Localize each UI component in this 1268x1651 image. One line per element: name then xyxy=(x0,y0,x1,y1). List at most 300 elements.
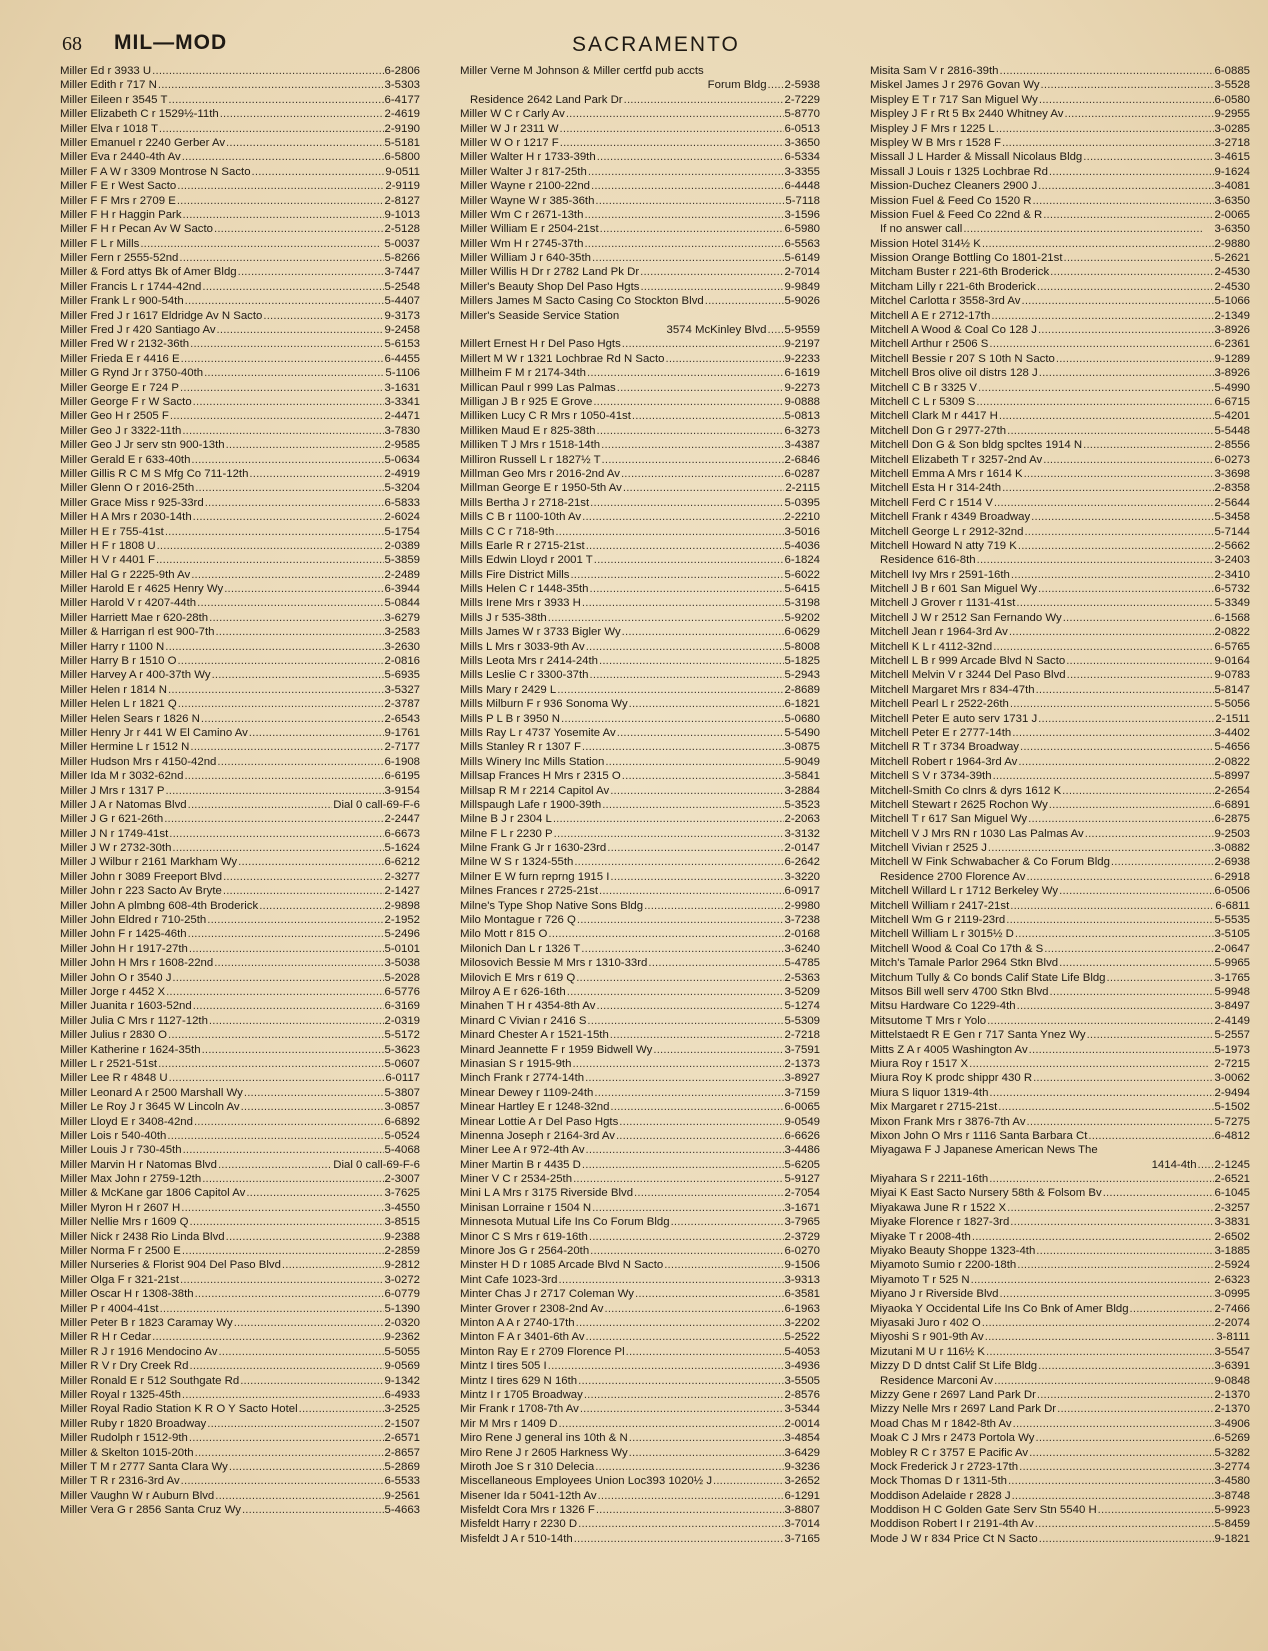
dot-leader xyxy=(1063,251,1213,265)
entry-name: Miyagawa F J Japanese American News The xyxy=(870,1144,1098,1157)
listing-entry xyxy=(460,884,820,898)
entry-phone: 3-8807 xyxy=(784,1504,820,1517)
dot-leader xyxy=(1049,798,1214,812)
dot-leader xyxy=(152,1330,383,1344)
dot-leader xyxy=(249,467,383,481)
listing-entry xyxy=(870,1215,1250,1229)
dot-leader xyxy=(986,1345,1214,1359)
dot-leader xyxy=(1000,64,1214,78)
entry-phone: 5-5055 xyxy=(384,1345,420,1358)
dot-leader xyxy=(170,409,384,423)
entry-phone: 9-2458 xyxy=(384,324,420,337)
dot-leader xyxy=(1066,654,1213,668)
listing-entry xyxy=(60,1446,420,1460)
listing-entry xyxy=(460,208,820,222)
entry-name: Minton F A r 3401-6th Av xyxy=(460,1331,585,1344)
entry-phone: 5-2496 xyxy=(384,928,420,941)
entry-name: Miro Rene J r 2605 Harkness Wy xyxy=(460,1446,628,1459)
listing-entry xyxy=(870,438,1250,452)
dot-leader xyxy=(971,1273,1214,1287)
entry-name: Mitchell Ivy Mrs r 2591-16th xyxy=(870,568,1010,581)
entry-name: Miller John A plmbng 608-4th Broderick xyxy=(60,899,259,912)
dot-leader xyxy=(985,1330,1215,1344)
listing-entry xyxy=(870,525,1250,539)
dot-leader xyxy=(1012,1489,1214,1503)
dot-leader xyxy=(572,1057,783,1071)
listing-entry xyxy=(460,712,820,726)
listing-entry xyxy=(60,1086,420,1100)
listing-entry xyxy=(60,841,420,855)
entry-phone: 5-5172 xyxy=(384,1029,420,1042)
entry-name: Miller Helen L r 1821 Q xyxy=(60,698,177,711)
entry-name: Mitcham Buster r 221-6th Broderick xyxy=(870,266,1050,279)
listing-entry xyxy=(60,525,420,539)
entry-name: Mills Leslie C r 3300-37th xyxy=(460,669,589,682)
entry-phone: 5-0395 xyxy=(784,496,820,509)
listing-entry xyxy=(60,1374,420,1388)
entry-phone: 3-7965 xyxy=(784,1216,820,1229)
entry-phone: 6-4455 xyxy=(384,352,420,365)
entry-name: Residence 2700 Florence Av xyxy=(880,870,1026,883)
dot-leader xyxy=(582,1158,784,1172)
dot-leader xyxy=(640,280,783,294)
listing-entry xyxy=(870,1014,1250,1028)
listing-entry xyxy=(460,1028,820,1042)
listing-entry xyxy=(870,827,1250,841)
entry-phone: 5-1066 xyxy=(1214,295,1250,308)
dot-leader xyxy=(610,784,783,798)
entry-phone: 5-3458 xyxy=(1214,511,1250,524)
entry-phone: 5-4068 xyxy=(384,1144,420,1157)
entry-name: Miller H F r 1808 U xyxy=(60,539,156,552)
entry-phone: 6-2875 xyxy=(1214,813,1250,826)
dot-leader xyxy=(184,769,383,783)
dot-leader xyxy=(263,309,383,323)
listing-entry xyxy=(460,337,820,351)
listing-entry xyxy=(870,582,1250,596)
dot-leader xyxy=(580,1402,784,1416)
entry-name: Miller Rudolph r 1512-9th xyxy=(60,1432,188,1445)
listing-entry xyxy=(60,496,420,510)
entry-name: Residence 2642 Land Park Dr xyxy=(470,93,623,106)
entry-phone: 3-8926 xyxy=(1214,324,1250,337)
listing-entry xyxy=(870,1115,1250,1129)
entry-phone: 5-5448 xyxy=(1214,424,1250,437)
entry-phone: 5-6022 xyxy=(784,568,820,581)
entry-name: Minnesota Mutual Life Ins Co Forum Bldg xyxy=(460,1216,670,1229)
dot-leader xyxy=(1039,366,1214,380)
entry-name: Miller F H r Haggin Park xyxy=(60,208,182,221)
entry-name: Miller F L r Mills xyxy=(60,237,140,250)
dot-leader xyxy=(1038,1359,1213,1373)
entry-phone: 3-0882 xyxy=(1214,842,1250,855)
entry-name: Miller Walter H r 1733-39th xyxy=(460,151,596,164)
listing-entry xyxy=(60,1100,420,1114)
dot-leader xyxy=(987,1014,1213,1028)
listing-entry xyxy=(460,956,820,970)
dot-leader xyxy=(158,78,384,92)
entry-name: Mills Bertha J r 2718-21st xyxy=(460,496,590,509)
dot-leader xyxy=(181,352,384,366)
entry-name: Miller & Skelton 1015-20th xyxy=(60,1446,194,1459)
listing-entry xyxy=(870,1287,1250,1301)
entry-phone: 9-2561 xyxy=(384,1489,420,1502)
dot-leader xyxy=(605,1302,784,1316)
entry-name: Miller Lee R r 4848 U xyxy=(60,1072,168,1085)
dot-leader xyxy=(566,107,784,121)
entry-phone: 3-5209 xyxy=(784,986,820,998)
entry-phone: 3-2525 xyxy=(384,1403,420,1416)
entry-name: Milnes Frances r 2725-21st xyxy=(460,885,599,898)
entry-phone: 6-4177 xyxy=(384,93,420,106)
entry-name: Moak C J Mrs r 2473 Portola Wy xyxy=(870,1432,1035,1445)
dot-leader xyxy=(622,625,784,639)
entry-phone: 3-5505 xyxy=(784,1374,820,1387)
entry-name: Miner Lee A r 972-4th Av xyxy=(460,1144,585,1157)
entry-name: Milne Frank G Jr r 1630-23rd xyxy=(460,842,607,855)
dot-leader xyxy=(1010,697,1214,711)
entry-name: Miyano J r Riverside Blvd xyxy=(870,1288,999,1301)
entry-phone: 9-1013 xyxy=(384,208,420,221)
entry-phone: 5-5309 xyxy=(784,1014,820,1027)
dot-leader xyxy=(584,237,783,251)
entry-name: Miller Fred W r 2132-36th xyxy=(60,338,190,351)
dot-leader xyxy=(193,510,384,524)
dot-leader xyxy=(1029,1446,1213,1460)
listing-entry xyxy=(870,467,1250,481)
entry-name: Miller Norma F r 2500 E xyxy=(60,1245,181,1258)
entry-phone: 2-9585 xyxy=(384,439,420,452)
dot-leader xyxy=(238,265,384,279)
entry-name: Mitchell Jean r 1964-3rd Av xyxy=(870,626,1008,639)
entry-name: Mitchell J Grover r 1131-41st xyxy=(870,597,1016,610)
dot-leader xyxy=(1050,985,1214,999)
entry-name: Milliken T J Mrs r 1518-14th xyxy=(460,439,601,452)
entry-phone: 3-4550 xyxy=(384,1201,420,1214)
listing-entry xyxy=(460,927,820,941)
listing-entry xyxy=(870,366,1250,380)
listing-entry xyxy=(60,1273,420,1287)
dot-leader xyxy=(1033,1071,1213,1085)
entry-phone: 5-9202 xyxy=(784,611,820,624)
dot-leader xyxy=(616,1129,784,1143)
listing-entry xyxy=(870,712,1250,726)
listing-entry xyxy=(460,1258,820,1272)
listing-entry xyxy=(60,1028,420,1042)
listing-entry xyxy=(460,999,820,1013)
entry-phone: 6-2806 xyxy=(384,65,420,77)
entry-name: Miller Ruby r 1820 Broadway xyxy=(60,1417,207,1430)
dot-leader xyxy=(165,784,383,798)
entry-phone: 6-5800 xyxy=(384,151,420,164)
entry-phone: 3-2403 xyxy=(1214,554,1250,567)
entry-phone: 2-9190 xyxy=(384,122,420,135)
dot-leader xyxy=(172,841,383,855)
dot-leader xyxy=(586,539,784,553)
listing-entry xyxy=(460,1186,820,1200)
dot-leader xyxy=(191,568,383,582)
entry-phone: 2-0065 xyxy=(1214,208,1250,221)
dot-leader xyxy=(1044,942,1213,956)
entry-name: Miller Frank L r 900-54th xyxy=(60,295,184,308)
dot-leader xyxy=(578,1517,783,1531)
entry-name: Millert M W r 1321 Lochbrae Rd N Sacto xyxy=(460,352,665,365)
entry-name: Mitchell L B r 999 Arcade Blvd N Sacto xyxy=(870,655,1066,668)
entry-name: Miller John H Mrs r 1608-22nd xyxy=(60,957,214,970)
entry-name: Miller Geo J r 3322-11th xyxy=(60,424,182,437)
entry-phone: 6-0273 xyxy=(1214,453,1250,466)
entry-name: Minor C S Mrs r 619-16th xyxy=(460,1230,588,1243)
entry-name: Mitchell A Wood & Coal Co 128 J xyxy=(870,324,1037,337)
dot-leader xyxy=(205,496,384,510)
entry-name: Miller R H r Cedar xyxy=(60,1331,152,1344)
listing-entry xyxy=(870,1230,1250,1244)
listing-entry xyxy=(60,194,420,208)
entry-phone: 5-5181 xyxy=(384,136,420,149)
dot-leader xyxy=(977,553,1214,567)
entry-name: Mills C C r 718-9th xyxy=(460,525,555,538)
entry-phone: 3-1885 xyxy=(1214,1245,1250,1258)
listing-entry xyxy=(870,740,1250,754)
entry-name: Moad Chas M r 1842-8th Av xyxy=(870,1417,1012,1430)
dot-leader xyxy=(584,208,783,222)
entry-phone: 3-4906 xyxy=(1214,1417,1250,1430)
listing-entry xyxy=(460,107,820,121)
listing-entry xyxy=(870,222,1250,236)
listing-entry xyxy=(60,1258,420,1272)
dot-leader xyxy=(622,769,784,783)
entry-phone: 6-5765 xyxy=(1214,640,1250,653)
entry-name: Miller Harold V r 4207-44th xyxy=(60,597,197,610)
entry-name: Milosovich Bessie M Mrs r 1310-33rd xyxy=(460,957,648,970)
entry-name: Minenna Joseph r 2164-3rd Av xyxy=(460,1129,615,1142)
entry-name: Miller Peter B r 1823 Caramay Wy xyxy=(60,1316,233,1329)
entry-phone: 2-2074 xyxy=(1214,1316,1250,1329)
dot-leader xyxy=(240,1374,383,1388)
entry-name: Minch Frank r 2774-14th xyxy=(460,1072,585,1085)
entry-phone: 2-8689 xyxy=(784,683,820,696)
dot-leader xyxy=(1039,1532,1214,1546)
entry-name: Mills J r 535-38th xyxy=(460,611,547,624)
entry-name: Mitchell J W r 2512 San Fernando Wy xyxy=(870,611,1062,624)
entry-name: Milner E W furn reprng 1915 I xyxy=(460,870,610,883)
dot-leader xyxy=(1009,625,1214,639)
dot-leader xyxy=(577,913,784,927)
entry-phone: 2-2063 xyxy=(784,813,820,826)
dot-leader xyxy=(156,553,384,567)
dot-leader xyxy=(209,611,383,625)
entry-name: Miller John O r 3540 J xyxy=(60,971,172,984)
dot-leader xyxy=(158,1057,383,1071)
listing-entry xyxy=(870,1489,1250,1503)
listing-entry xyxy=(870,409,1250,423)
entry-phone: 5-1624 xyxy=(384,842,420,855)
dot-leader xyxy=(190,740,383,754)
listing-entry xyxy=(60,64,420,78)
dot-leader xyxy=(1038,582,1214,596)
entry-phone: 3-4615 xyxy=(1214,151,1250,164)
entry-phone: 9-0888 xyxy=(784,395,820,408)
entry-phone: 2-1952 xyxy=(384,914,420,927)
dot-leader xyxy=(1024,525,1213,539)
listing-entry xyxy=(60,999,420,1013)
entry-name: Mills Milburn F r 936 Sonoma Wy xyxy=(460,698,628,711)
dot-leader xyxy=(252,165,385,179)
entry-phone: 2-7218 xyxy=(784,1029,820,1042)
entry-name: Miller Elva r 1018 T xyxy=(60,122,158,135)
listing-entry xyxy=(460,755,820,769)
entry-name: Missall J L Harder & Missall Nicolaus Bldg xyxy=(870,151,1083,164)
listing-entry xyxy=(460,179,820,193)
entry-phone: 3-4936 xyxy=(784,1360,820,1373)
listing-entry xyxy=(460,1100,820,1114)
listing-entry xyxy=(870,194,1250,208)
listing-entry xyxy=(870,237,1250,251)
entry-name: Miller Harry r 1100 N xyxy=(60,640,165,653)
dot-leader xyxy=(1013,1417,1214,1431)
listing-entry xyxy=(870,1057,1250,1071)
entry-name: Mitchell W Fink Schwabacher & Co Forum Bldg xyxy=(870,856,1110,869)
dot-leader xyxy=(1083,150,1213,164)
entry-phone: 9-2812 xyxy=(384,1259,420,1272)
entry-name: Miller H V r 4401 F xyxy=(60,554,155,567)
listing-entry xyxy=(60,1158,420,1172)
listing-entry xyxy=(460,251,820,265)
entry-phone: 9-0511 xyxy=(385,165,420,178)
listing-entry xyxy=(870,539,1250,553)
entry-name: Mock Thomas D r 1311-5th xyxy=(870,1475,1007,1488)
entry-name: Mills Mary r 2429 L xyxy=(460,683,557,696)
listing-entry xyxy=(60,453,420,467)
listing-entry xyxy=(60,1043,420,1057)
dot-leader xyxy=(217,323,384,337)
listing-entry xyxy=(870,122,1250,136)
dot-leader xyxy=(218,1158,332,1172)
entry-name: Miura S liquor 1319-4th xyxy=(870,1086,989,1099)
entry-phone: 3-5547 xyxy=(1214,1345,1250,1358)
entry-phone: 6-1568 xyxy=(1214,611,1250,624)
entry-name: Miller J W r 2732-30th xyxy=(60,842,172,855)
entry-phone: 6-1619 xyxy=(784,367,820,380)
dot-leader xyxy=(189,942,384,956)
entry-name: Miller Nurseries & Florist 904 Del Paso Blvd xyxy=(60,1259,281,1272)
listing-entry xyxy=(460,265,820,279)
dot-leader xyxy=(998,1100,1213,1114)
entry-phone: 3-4081 xyxy=(1214,180,1250,193)
entry-phone: 5-4663 xyxy=(384,1504,420,1517)
entry-phone: 5-4990 xyxy=(1214,381,1250,394)
dot-leader xyxy=(1088,1129,1213,1143)
entry-name: Miller P r 4004-41st xyxy=(60,1302,159,1315)
dot-leader xyxy=(1043,208,1213,222)
dot-leader xyxy=(165,525,384,539)
entry-name: Mitchell Arthur r 2506 S xyxy=(870,338,989,351)
listing-entry xyxy=(460,294,820,308)
entry-phone: 5-8997 xyxy=(1214,770,1250,783)
entry-name: Mitchell Emma A Mrs r 1614 K xyxy=(870,467,1023,480)
entry-phone: 2-2115 xyxy=(785,482,820,495)
entry-name: Miller Glenn O r 2016-25th xyxy=(60,482,195,495)
entry-phone: 2-0320 xyxy=(384,1316,420,1329)
entry-name: Miller John r 223 Sacto Av Bryte xyxy=(60,885,222,898)
dot-leader xyxy=(215,625,383,639)
entry-phone: 3-6391 xyxy=(1214,1360,1250,1373)
listing-entry xyxy=(60,208,420,222)
dot-leader xyxy=(582,510,783,524)
entry-name: Miller Harry B r 1510 O xyxy=(60,655,177,668)
dot-leader xyxy=(594,553,784,567)
entry-name: Miller Royal r 1325-45th xyxy=(60,1388,181,1401)
listing-entry xyxy=(870,841,1250,855)
listing-entry xyxy=(870,337,1250,351)
entry-name: Miller J A r Natomas Blvd xyxy=(60,798,187,811)
entry-name: Miller Olga F r 321-21st xyxy=(60,1273,180,1286)
listing-entry xyxy=(60,280,420,294)
entry-phone: 5-2621 xyxy=(1214,252,1250,265)
dot-leader xyxy=(223,870,383,884)
entry-phone: 5-1754 xyxy=(384,525,420,538)
dot-leader xyxy=(594,1086,783,1100)
dot-leader xyxy=(553,812,784,826)
listing-entry xyxy=(870,1100,1250,1114)
dot-leader xyxy=(589,1230,784,1244)
dot-leader xyxy=(209,1014,384,1028)
dot-leader xyxy=(1087,1028,1214,1042)
entry-name: Miller J G r 621-26th xyxy=(60,813,164,826)
listing-entry xyxy=(460,855,820,869)
entry-name: Mizutani M U r 116½ K xyxy=(870,1345,986,1358)
entry-phone: 5-3859 xyxy=(384,554,420,567)
dot-leader xyxy=(1035,1517,1214,1531)
dot-leader xyxy=(607,841,783,855)
dot-leader xyxy=(705,294,784,308)
dot-leader xyxy=(592,1201,783,1215)
dot-leader xyxy=(573,1172,783,1186)
dot-leader xyxy=(590,1244,783,1258)
entry-name: Millsap R M r 2214 Capitol Av xyxy=(460,784,610,797)
entry-name: Mitchell Esta H r 314-24th xyxy=(870,482,1002,495)
dot-leader xyxy=(249,726,384,740)
dot-leader xyxy=(1056,352,1214,366)
dot-leader xyxy=(561,712,784,726)
page-header xyxy=(62,33,1248,59)
dot-leader xyxy=(1026,870,1213,884)
entry-phone: 5-1390 xyxy=(384,1302,420,1315)
entry-name: Miller Geo H r 2505 F xyxy=(60,410,169,423)
listing-entry xyxy=(870,1345,1250,1359)
listing-entry xyxy=(60,352,420,366)
entry-phone: 5-0037 xyxy=(384,237,420,250)
listing-entry xyxy=(460,971,820,985)
dot-leader xyxy=(768,78,784,92)
entry-phone: 3-0995 xyxy=(1214,1288,1250,1301)
dot-leader xyxy=(182,150,384,164)
entry-phone: 2-7229 xyxy=(784,93,820,106)
dot-leader xyxy=(177,654,383,668)
dot-leader xyxy=(1027,1115,1214,1129)
entry-phone: 6-6891 xyxy=(1214,798,1250,811)
entry-phone: 6-1908 xyxy=(384,755,420,768)
entry-phone: 6-1963 xyxy=(784,1302,820,1315)
dot-leader xyxy=(599,884,784,898)
entry-phone: 2-0147 xyxy=(784,842,820,855)
entry-phone: 6-1045 xyxy=(1214,1187,1250,1200)
listing-entry xyxy=(60,481,420,495)
dot-leader xyxy=(197,596,383,610)
listing-entry xyxy=(60,956,420,970)
entry-name: Mitts Z A r 4005 Washington Av xyxy=(870,1043,1028,1056)
dot-leader xyxy=(234,1316,384,1330)
